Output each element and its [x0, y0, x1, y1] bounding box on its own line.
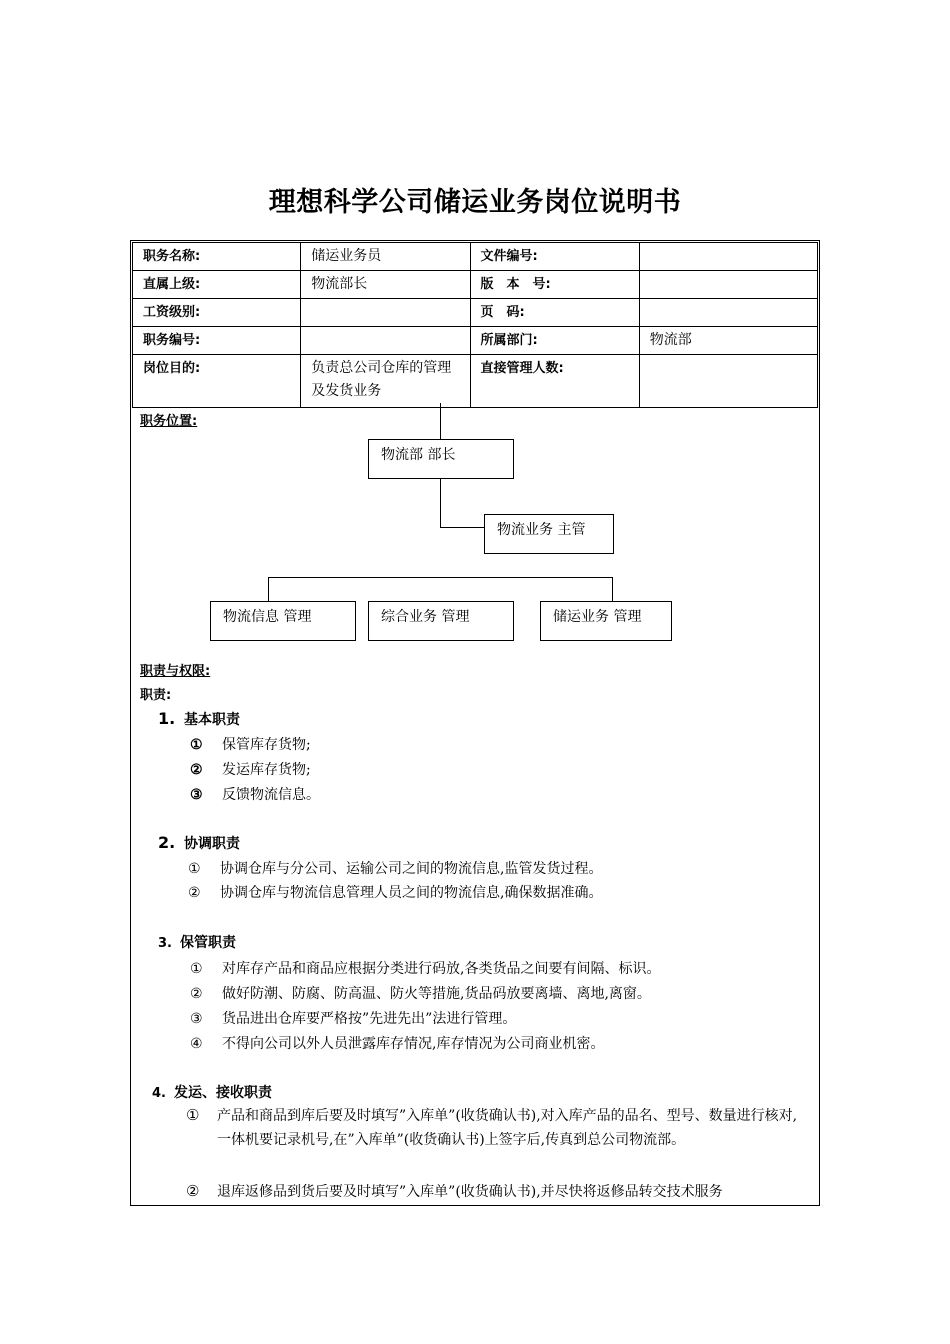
list-item — [188, 858, 602, 878]
item-text: 做好防潮、防腐、防高温、防火等措施,货品码放要离墙、离地,离窗。 — [222, 986, 651, 1002]
item-text: 产品和商品到库后要及时填写”入库单”(收货确认书),对入库产品的品名、型号、数量进行核对,一体机要记录机号,在”入库单”(收货确认书)上签字后,传真到总公司物流部。 — [217, 1108, 798, 1148]
org-box-bottom-2: 综合业务 管理 — [368, 601, 514, 641]
table-row — [133, 355, 818, 408]
item-text: 不得向公司以外人员泄露库存情况,库存情况为公司商业机密。 — [222, 1036, 605, 1052]
table-row — [133, 327, 818, 355]
page-title: 理想科学公司储运业务岗位说明书 — [268, 187, 682, 218]
item-marker: ② — [190, 986, 203, 1002]
table-row — [133, 271, 818, 299]
section-title: 协调职责 — [184, 836, 240, 852]
item-text: 协调仓库与分公司、运输公司之间的物流信息,监管发货过程。 — [220, 861, 603, 877]
table-row — [133, 243, 818, 271]
section-4-heading — [152, 1082, 272, 1102]
value-supervisor: 物流部长 — [301, 271, 470, 299]
value-job-number — [301, 327, 470, 355]
label-salary-grade: 工资级别: — [133, 299, 301, 327]
section-title: 基本职责 — [184, 712, 240, 728]
item-text: 协调仓库与物流信息管理人员之间的物流信息,确保数据准确。 — [220, 885, 603, 901]
section-2-heading — [158, 833, 240, 853]
item-marker: ② — [186, 1182, 200, 1200]
list-item — [190, 1008, 516, 1028]
item-marker: ① — [186, 1106, 200, 1124]
item-marker: ① — [188, 861, 201, 877]
org-box-mid: 物流业务 主管 — [484, 514, 614, 554]
section-number: 3. — [158, 936, 172, 951]
value-headcount — [639, 355, 817, 408]
org-box-top: 物流部 部长 — [368, 439, 514, 479]
value-version — [639, 271, 817, 299]
list-item — [190, 1033, 604, 1053]
label-page: 页 码: — [470, 299, 639, 327]
list-item — [190, 784, 320, 804]
item-text: 对库存产品和商品应根据分类进行码放,各类货品之间要有间隔、标识。 — [222, 961, 661, 977]
value-job-title: 储运业务员 — [301, 243, 470, 271]
position-label: 职务位置: — [140, 414, 198, 429]
list-item — [190, 734, 311, 754]
org-connector — [268, 577, 613, 578]
section-1-heading — [158, 709, 240, 729]
item-text: 保管库存货物; — [222, 737, 311, 753]
label-headcount: 直接管理人数: — [470, 355, 639, 408]
org-connector — [612, 577, 613, 602]
item-marker: ② — [188, 885, 201, 901]
duties-sub-label: 职责: — [140, 688, 172, 703]
label-job-title: 职务名称: — [133, 243, 301, 271]
list-item — [190, 759, 311, 779]
label-supervisor: 直属上级: — [133, 271, 301, 299]
value-purpose: 负责总公司仓库的管理及发货业务 — [301, 355, 470, 408]
duties-label: 职责与权限: — [140, 664, 211, 679]
label-version: 版 本 号: — [470, 271, 639, 299]
value-page — [639, 299, 817, 327]
org-box-bottom-1: 物流信息 管理 — [210, 601, 356, 641]
item-text: 反馈物流信息。 — [222, 787, 320, 803]
item-marker: ③ — [190, 1011, 203, 1027]
value-salary-grade — [301, 299, 470, 327]
label-purpose: 岗位目的: — [133, 355, 301, 408]
table-row — [133, 299, 818, 327]
list-item — [188, 882, 602, 902]
item-text: 货品进出仓库要严格按”先进先出”法进行管理。 — [222, 1011, 517, 1027]
label-department: 所属部门: — [470, 327, 639, 355]
item-marker: ② — [190, 762, 203, 778]
section-3-heading — [158, 932, 236, 952]
item-marker: ③ — [190, 787, 203, 803]
item-text: 发运库存货物; — [222, 762, 311, 778]
org-box-bottom-3: 储运业务 管理 — [540, 601, 672, 641]
item-text: 退库返修品到货后要及时填写”入库单”(收货确认书),并尽快将返修品转交技术服务 — [217, 1184, 723, 1200]
list-item — [190, 958, 660, 978]
section-number: 1. — [158, 709, 176, 728]
info-table — [132, 242, 818, 408]
item-marker: ① — [190, 961, 203, 977]
value-doc-number — [639, 243, 817, 271]
value-department: 物流部 — [639, 327, 817, 355]
section-title: 发运、接收职责 — [174, 1085, 272, 1101]
section-number: 4. — [152, 1086, 166, 1101]
section-title: 保管职责 — [180, 935, 236, 951]
org-connector — [440, 527, 484, 528]
list-item — [190, 983, 651, 1003]
item-marker: ① — [190, 737, 203, 753]
label-doc-number: 文件编号: — [470, 243, 639, 271]
label-job-number: 职务编号: — [133, 327, 301, 355]
section-number: 2. — [158, 833, 176, 852]
item-marker: ④ — [190, 1036, 203, 1052]
org-connector — [268, 577, 269, 602]
